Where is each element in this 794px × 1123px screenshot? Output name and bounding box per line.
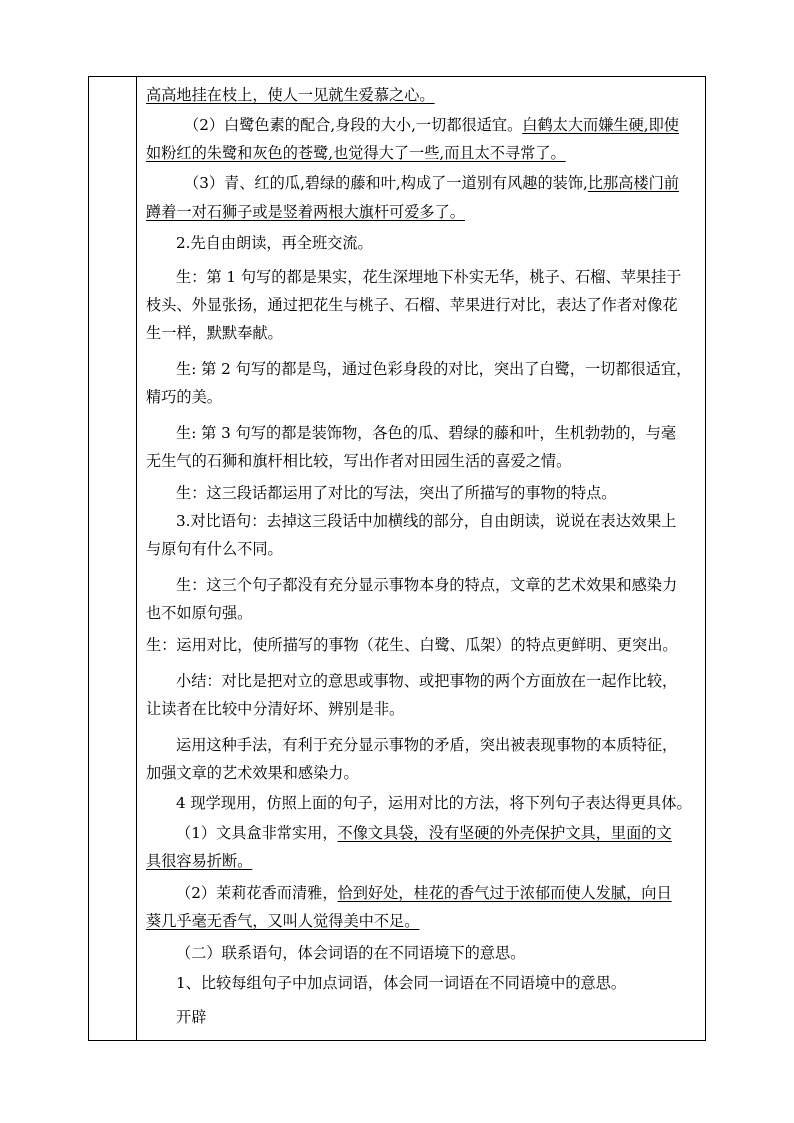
text-line xyxy=(146,911,419,931)
underlined-text: 如粉红的朱鹭和灰色的苍鹭,也觉得大了一些,而且太不寻常了。 xyxy=(146,144,566,162)
text-line xyxy=(146,295,678,315)
underlined-text: 具很容易折断。 xyxy=(146,852,253,870)
text-segment: 生一样，默默奉献。 xyxy=(146,324,283,342)
text-segment: 1、比较每组句子中加点词语，体会同一词语在不同语境中的意思。 xyxy=(176,974,627,992)
text-segment: 枝头、外显张扬，通过把花生与桃子、石榴、苹果进行对比，表达了作者对像花 xyxy=(146,296,678,314)
text-line xyxy=(176,883,672,903)
table-left-column xyxy=(89,77,137,1040)
text-segment: 生：这三个句子都没有充分显示事物本身的特点，文章的艺术效果和感染力 xyxy=(176,576,678,594)
underlined-text: 葵几乎毫无香气，又叫人觉得美中不足。 xyxy=(146,912,420,930)
text-line xyxy=(146,763,359,783)
text-segment: 生：运用对比，使所描写的事物（花生、白鹭、瓜架）的特点更鲜明、更突出。 xyxy=(146,636,678,654)
text-segment: （3）青、红的瓜,碧绿的藤和叶,构成了一道别有风趣的装饰, xyxy=(184,174,588,192)
text-segment: （2）白鹭色素的配合,身段的大小,一切都很适宜。 xyxy=(184,116,523,134)
text-segment: 生: 第 3 句写的都是装饰物，各色的瓜、碧绿的藤和叶，生机勃勃的，与毫 xyxy=(176,424,677,442)
underlined-text: 高高地挂在枝上，使人一见就生爱慕之心。 xyxy=(146,86,435,104)
text-segment: 也不如原句强。 xyxy=(146,604,253,622)
text-segment: 4 现学现用，仿照上面的句子，运用对比的方法，将下列句子表达得更具体。 xyxy=(176,794,692,812)
text-line xyxy=(146,202,465,222)
text-line xyxy=(146,635,678,655)
text-segment: 加强文章的艺术效果和感染力。 xyxy=(146,764,359,782)
text-line xyxy=(176,267,681,287)
text-line xyxy=(146,851,252,871)
text-segment: （1）文具盒非常实用， xyxy=(176,824,338,842)
text-segment: 小结：对比是把对立的意思或事物、或把事物的两个方面放在一起作比较， xyxy=(176,672,678,690)
underlined-text: 恰到好处，桂花的香气过于浓郁而使人发腻，向日 xyxy=(337,884,672,902)
text-line xyxy=(176,973,626,993)
text-segment: 2.先自由朗读，再全班交流。 xyxy=(176,234,373,252)
text-line xyxy=(146,699,404,719)
text-line xyxy=(146,603,252,623)
text-segment: （2）茉莉花香而清雅， xyxy=(176,884,338,902)
text-line xyxy=(176,793,692,813)
text-line xyxy=(176,359,691,379)
text-segment: 运用这种手法，有利于充分显示事物的矛盾，突出被表现事物的本质特征， xyxy=(176,736,678,754)
text-segment: （二）联系语句，体会词语的在不同语境下的意思。 xyxy=(176,944,526,962)
underlined-text: 白鹤太大而嫌生硬,即使 xyxy=(522,116,679,134)
text-line xyxy=(146,539,283,559)
text-line xyxy=(176,943,525,963)
text-line xyxy=(176,483,616,503)
text-line xyxy=(146,387,222,407)
text-line xyxy=(146,323,283,343)
text-line xyxy=(176,511,677,531)
text-segment: 开辟 xyxy=(176,1008,207,1026)
text-line xyxy=(176,423,676,443)
text-segment: 精巧的美。 xyxy=(146,388,222,406)
text-segment: 无生气的石狮和旗杆相比较，写出作者对田园生活的喜爱之情。 xyxy=(146,452,572,470)
text-segment: 生: 第 2 句写的都是鸟，通过色彩身段的对比，突出了白鹭，一切都很适宜， xyxy=(176,360,692,378)
text-segment: 3.对比语句：去掉这三段话中加横线的部分，自由朗读，说说在表达效果上 xyxy=(176,512,677,530)
text-line xyxy=(176,823,672,843)
text-segment: 让读者在比较中分清好坏、辨别是非。 xyxy=(146,700,405,718)
text-line xyxy=(146,85,435,105)
text-segment: 生：这三段话都运用了对比的写法，突出了所描写的事物的特点。 xyxy=(176,484,617,502)
underlined-text: 比那高楼门前 xyxy=(587,174,679,192)
text-line xyxy=(176,735,677,755)
underlined-text: 不像文具袋，没有坚硬的外壳保护文具，里面的文 xyxy=(337,824,672,842)
text-segment: 生：第 1 句写的都是果实，花生深埋地下朴实无华，桃子、石榴、苹果挂于 xyxy=(176,268,682,286)
text-line xyxy=(184,115,679,135)
text-line xyxy=(184,173,679,193)
lesson-table xyxy=(88,76,706,1041)
text-line xyxy=(146,451,571,471)
text-line xyxy=(176,575,677,595)
text-line xyxy=(176,233,373,253)
text-line xyxy=(176,1007,206,1027)
text-line xyxy=(176,671,677,691)
text-line xyxy=(146,143,566,163)
text-segment: 与原句有什么不同。 xyxy=(146,540,283,558)
underlined-text: 蹲着一对石狮子或是竖着两根大旗杆可爱多了。 xyxy=(146,203,465,221)
